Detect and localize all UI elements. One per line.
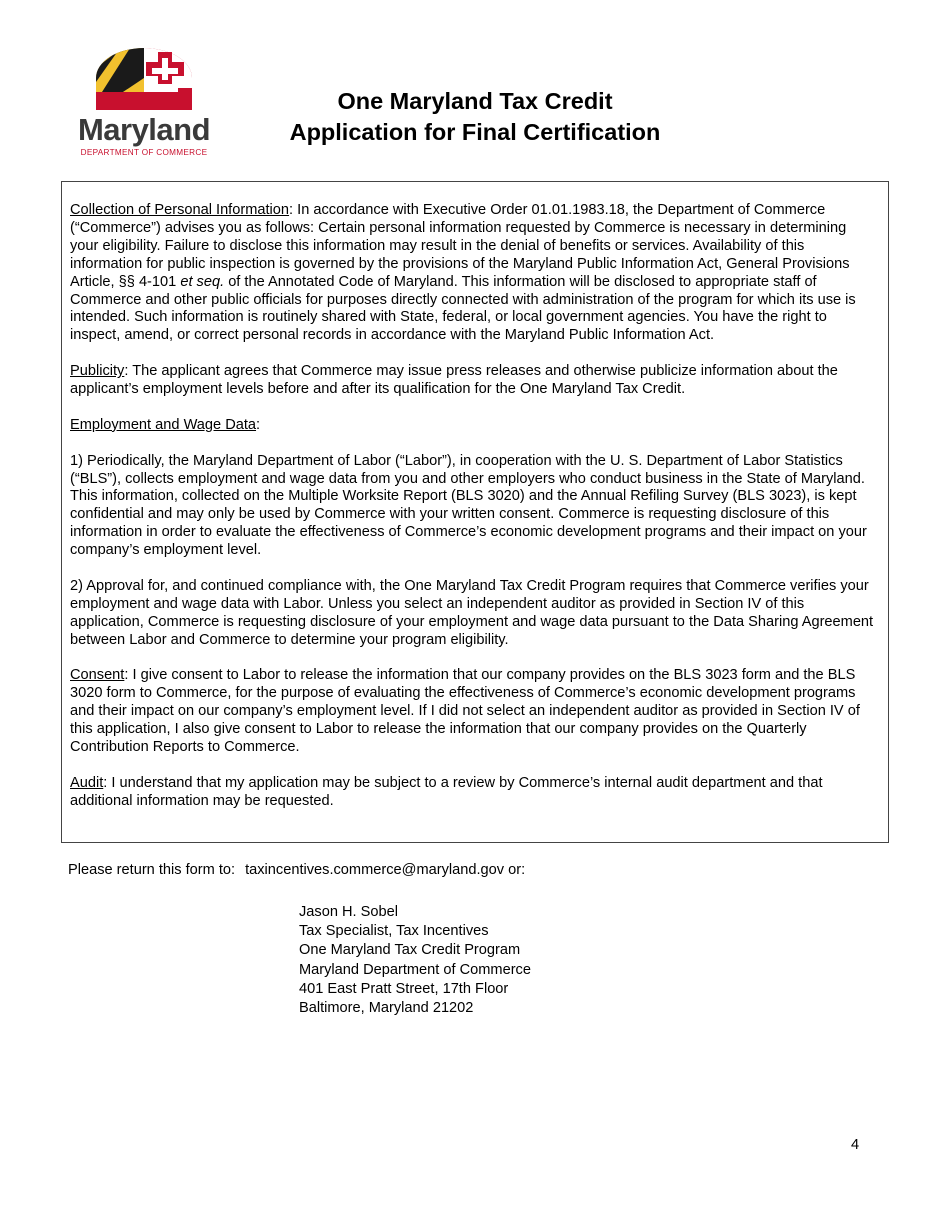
maryland-flag-emblem-icon — [66, 48, 222, 114]
collection-heading: Collection of Personal Information — [70, 202, 290, 218]
mailing-address — [299, 903, 531, 1018]
logo-subtitle: DEPARTMENT OF COMMERCE — [80, 148, 208, 157]
collection-paragraph — [70, 202, 878, 345]
address-line: One Maryland Tax Credit Program — [299, 942, 521, 959]
title-line-2: Application for Final Certification — [289, 119, 661, 145]
employment-heading: Employment and Wage Data — [70, 416, 257, 433]
consent-text: : I give consent to Labor to release the information that our company provides on the BLS 3023 form and the BLS 3020 form to Commerce, for the purpose of evaluating the effectiveness of Commerce’s economic development programs and their impact on our company’s employment level. If I did not select an independent auditor as provided in Section IV of this application, I also give consent to Labor to release the information that our company provides on the Quarterly Contribution Reports to Commerce. — [70, 667, 860, 756]
employment-item-1: 1) Periodically, the Maryland Department of Labor (“Labor”), in cooperation with the U. S. Department of Labor Statistics (“BLS”), collects employment and wage data from you and other employers who conduct business in the State of Maryland. This information, collected on the Multiple Worksite Report (BLS 3020) and the Annual Refiling Survey (BLS 3023), is kept confidential and may only be used by Commerce with your written consent. Commerce is requesting disclosure of this information in order to evaluate the effectiveness of Commerce’s economic development programs and their impact on your company’s employment level. — [70, 452, 867, 559]
collection-italic: et seq. — [180, 273, 225, 290]
employment-heading-suffix: : — [256, 416, 261, 433]
title-line-1: One Maryland Tax Credit — [337, 88, 613, 114]
maryland-commerce-logo — [66, 48, 222, 160]
publicity-text: : The applicant agrees that Commerce may issue press releases and otherwise publicize information about the applicant’s employment levels before and after its qualification for the One Maryland Tax Credit. — [70, 363, 838, 398]
return-instructions — [68, 862, 525, 878]
notice-box — [61, 181, 889, 843]
return-email-link[interactable]: taxincentives.commerce@maryland.gov — [245, 862, 505, 878]
return-suffix: or: — [504, 862, 526, 878]
collection-text-part2: of the Annotated Code of Maryland. This information will be disclosed to appropriate staff of Commerce and other public officials for purposes directly connected with administration of the program for which its use is intended. Such information is routinely shared with State, federal, or local government agencies. You have the right to inspect, amend, or correct personal records in accordance with the Maryland Public Information Act. — [70, 273, 856, 344]
page-number: 4 — [851, 1137, 860, 1153]
address-line: Jason H. Sobel — [299, 904, 398, 920]
address-line: Maryland Department of Commerce — [299, 961, 531, 978]
address-line: Baltimore, Maryland 21202 — [299, 1000, 474, 1017]
collection-text-part1: : In accordance with Executive Order 01.01.1983.18, the Department of Commerce (“Commerce”) advises you as follows: Certain personal information requested by Commerce is necessary in determining your eligibility. Failure to disclose this information may result in the denial of benefits or services. Availability of this information for public inspection is governed by the provisions of the Maryland Public Information Act, General Provisions Article, §§ 4-101 — [70, 202, 850, 290]
notice-content — [70, 202, 878, 829]
consent-heading: Consent — [70, 667, 125, 684]
publicity-paragraph — [70, 363, 878, 399]
address-line: Tax Specialist, Tax Incentives — [299, 923, 489, 940]
page-title — [250, 86, 700, 148]
audit-paragraph — [70, 775, 878, 811]
audit-text: : I understand that my application may be subject to a review by Commerce’s internal audit department and that additional information may be requested. — [70, 774, 823, 809]
audit-heading: Audit — [70, 774, 104, 791]
logo-wordmark: Maryland — [77, 112, 211, 147]
publicity-heading: Publicity — [70, 363, 125, 380]
address-line: 401 East Pratt Street, 17th Floor — [299, 980, 509, 997]
return-label: Please return this form to: — [68, 862, 236, 878]
consent-paragraph — [70, 667, 878, 757]
employment-heading-paragraph — [70, 417, 878, 435]
employment-item-2: 2) Approval for, and continued compliance with, the One Maryland Tax Credit Program requires that Commerce verifies your employment and wage data with Labor. Unless you select an independent auditor as provided in Section IV of this application, Commerce is requesting disclosure of your employment and wage data pursuant to the Data Sharing Agreement between Labor and Commerce to determine your program eligibility. — [70, 577, 874, 648]
